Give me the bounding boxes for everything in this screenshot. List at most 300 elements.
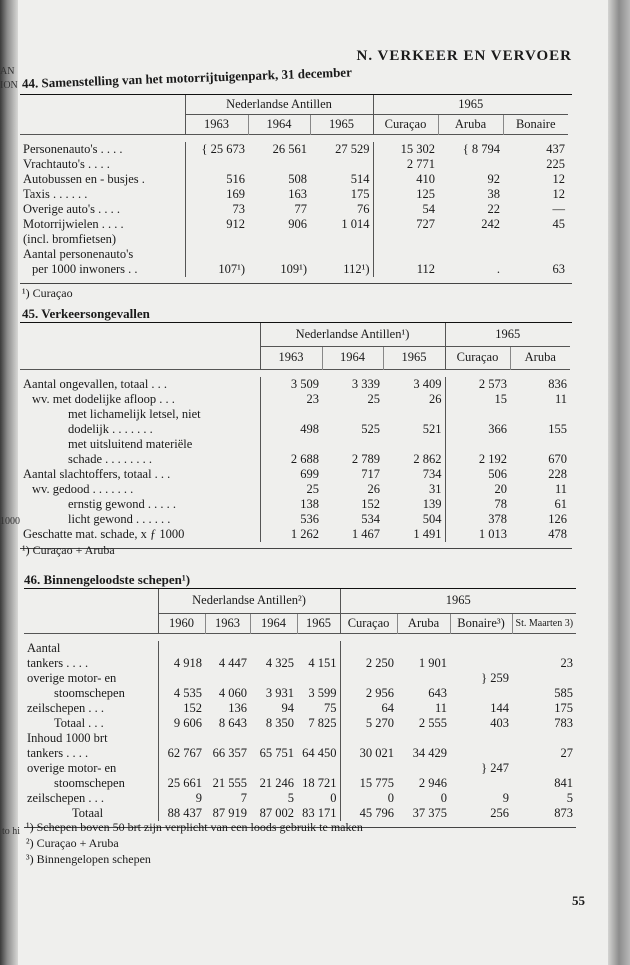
cell-value: 3 509	[260, 377, 322, 392]
margin-fragment: AN	[0, 66, 15, 77]
cell-value: 63	[552, 262, 565, 276]
cell-value: 125	[373, 187, 438, 202]
cell-value	[310, 232, 373, 247]
cell-value: 109¹)	[280, 262, 307, 276]
row-label: (incl. bromfietsen)	[23, 232, 117, 246]
cell-value	[397, 671, 450, 686]
cell-value: { 25 673	[185, 142, 248, 157]
cell-value: 21 555	[212, 776, 247, 790]
row-label: Totaal	[72, 806, 104, 820]
cell-value: 64 450	[302, 746, 337, 760]
cell-value: } 259	[481, 671, 510, 685]
cell-value: 403	[490, 716, 510, 730]
cell-value: 169	[185, 187, 248, 202]
cell-value: 585	[554, 686, 574, 700]
cell-value	[297, 641, 340, 656]
row-label: Inhoud 1000 brt	[27, 731, 108, 745]
cell-value	[205, 761, 250, 776]
cell-value: 1 262	[260, 527, 322, 542]
cell-value	[373, 247, 438, 262]
cell-value: 38	[487, 187, 500, 201]
cell-value: 77	[294, 202, 307, 216]
cell-value	[438, 247, 503, 262]
group-header-row	[24, 589, 576, 613]
table-row	[24, 746, 576, 761]
cell-value: 2 862	[413, 452, 442, 466]
row-label: Overige auto's . . . .	[23, 202, 121, 216]
cell-value	[438, 232, 503, 247]
data-table	[24, 589, 576, 827]
cell-value: 26 561	[272, 142, 307, 156]
cell-value	[205, 671, 250, 686]
cell-value	[512, 731, 576, 746]
cell-value: 873	[554, 806, 574, 820]
column-header: 1963	[205, 613, 250, 633]
cell-value	[383, 407, 445, 422]
cell-value	[445, 407, 510, 422]
table-44	[20, 94, 572, 284]
cell-value: 1 467	[351, 527, 380, 541]
cell-value: 1 901	[418, 656, 448, 670]
column-header: 1965	[310, 114, 373, 134]
cell-value	[510, 437, 570, 452]
cell-value: 225	[546, 157, 565, 171]
cell-value: 152	[361, 497, 380, 511]
cell-value: 228	[548, 467, 567, 481]
cell-value	[260, 407, 322, 422]
cell-value: 525	[361, 422, 380, 436]
cell-value: 20	[445, 482, 510, 497]
table-row	[20, 392, 570, 407]
cell-value	[503, 247, 568, 262]
spacer-row	[24, 633, 576, 641]
cell-value: 3 931	[265, 686, 294, 700]
header-stub	[20, 346, 260, 369]
table-row	[24, 641, 576, 656]
cell-value: 841	[554, 776, 574, 790]
table-row	[24, 656, 576, 671]
table-row	[20, 482, 570, 497]
cell-value: 9	[158, 791, 205, 806]
row-label: Taxis . . . . . .	[23, 187, 88, 201]
margin-fragment: to hi	[2, 826, 21, 837]
cell-value: 3 339	[351, 377, 380, 391]
table-row	[20, 247, 568, 262]
cell-value	[205, 641, 250, 656]
cell-value: } 247	[481, 761, 510, 775]
cell-value: 83 171	[302, 806, 337, 820]
table-row	[24, 776, 576, 791]
column-header: Curaçao	[373, 114, 438, 134]
header-stub	[20, 323, 260, 346]
cell-value: 670	[548, 452, 567, 466]
cell-value: 0	[330, 791, 337, 805]
table-row	[20, 187, 568, 202]
cell-value: —	[552, 202, 565, 216]
table-row	[20, 512, 570, 527]
cell-value: 30 021	[340, 746, 397, 761]
cell-value: 783	[554, 716, 574, 730]
column-header: Aruba	[397, 613, 450, 633]
cell-value	[373, 232, 438, 247]
cell-value: 516	[185, 172, 248, 187]
cell-value	[510, 407, 570, 422]
cell-value: 9	[502, 791, 510, 805]
cell-value: 54	[373, 202, 438, 217]
cell-value	[445, 437, 510, 452]
cell-value	[383, 437, 445, 452]
cell-value: 136	[228, 701, 247, 715]
book-gutter	[0, 0, 21, 965]
table-row	[20, 142, 568, 157]
margin-fragment: 1000	[0, 516, 20, 527]
table-46-footnote-1: ¹) Schepen boven 50 brt zijn verplicht van een loods gebruik te maken	[26, 820, 363, 834]
column-header: 1965	[297, 613, 340, 633]
cell-value: 45 796	[340, 806, 397, 821]
table-row	[24, 716, 576, 731]
column-header: Bonaire	[503, 114, 568, 134]
table-45	[20, 322, 572, 549]
table-row	[20, 172, 568, 187]
cell-value: 256	[490, 806, 510, 820]
cell-value: 12	[552, 172, 565, 186]
cell-value	[397, 761, 450, 776]
cell-value	[340, 641, 397, 656]
cell-value	[512, 761, 576, 776]
cell-value: 514	[350, 172, 370, 186]
cell-value: 2 555	[418, 716, 448, 730]
cell-value: 163	[288, 187, 307, 201]
cell-value: 25 661	[158, 776, 205, 791]
table-44-footnote: ¹) Curaçao	[22, 286, 73, 300]
cell-value: 175	[350, 187, 370, 201]
column-header: Aruba	[438, 114, 503, 134]
cell-value	[297, 731, 340, 746]
header-stub	[24, 589, 158, 613]
group-header: Nederlandse Antillen²)	[158, 589, 340, 613]
table-row	[20, 422, 570, 437]
cell-value: 45	[552, 217, 565, 231]
cell-value	[397, 731, 450, 746]
cell-value: 4 151	[308, 656, 337, 670]
cell-value	[340, 671, 397, 686]
cell-value	[450, 731, 512, 746]
cell-value: 26	[367, 482, 380, 496]
cell-value: 4 535	[158, 686, 205, 701]
page-edge	[608, 0, 630, 965]
table-row	[24, 806, 576, 821]
cell-value: 2 573	[445, 377, 510, 392]
column-header: 1963	[260, 346, 322, 369]
column-header-row	[20, 346, 570, 369]
cell-value: 11	[554, 482, 567, 496]
cell-value	[512, 641, 576, 656]
cell-value	[250, 731, 297, 746]
cell-value: 734	[422, 467, 442, 481]
cell-value: 242	[481, 217, 500, 231]
column-header: 1964	[322, 346, 383, 369]
cell-value: 5	[287, 791, 294, 805]
row-label: wv. met dodelijke afloop . . .	[32, 392, 175, 406]
cell-value	[322, 407, 383, 422]
row-label: wv. gedood . . . . . . .	[32, 482, 134, 496]
cell-value	[450, 776, 512, 791]
table-row	[20, 377, 570, 392]
table-row	[20, 157, 568, 172]
cell-value	[158, 731, 205, 746]
table-row	[20, 262, 568, 277]
table-row	[20, 452, 570, 467]
cell-value: 23	[260, 392, 322, 407]
cell-value: 366	[445, 422, 510, 437]
cell-value: 5	[566, 791, 574, 805]
column-header-row	[20, 114, 568, 134]
row-label: Aantal slachtoffers, totaal . . .	[23, 467, 171, 481]
cell-value: 727	[373, 217, 438, 232]
row-label: met lichamelijk letsel, niet	[68, 407, 201, 421]
cell-value: 144	[490, 701, 510, 715]
cell-value: 478	[548, 527, 567, 541]
cell-value: 75	[324, 701, 337, 715]
cell-value: 0	[340, 791, 397, 806]
column-header: 1960	[158, 613, 205, 633]
row-label: licht gewond . . . . . .	[68, 512, 171, 526]
cell-value: 2 789	[351, 452, 380, 466]
cell-value: 92	[487, 172, 500, 186]
cell-value	[310, 247, 373, 262]
table-row	[24, 701, 576, 716]
row-label: dodelijk . . . . . . .	[68, 422, 153, 436]
cell-value	[248, 157, 310, 172]
table-row	[20, 217, 568, 232]
cell-value: 25	[260, 482, 322, 497]
cell-value: 643	[428, 686, 448, 700]
cell-value: 155	[548, 422, 567, 436]
column-header-row	[24, 613, 576, 633]
margin-fragment: ION	[0, 80, 18, 91]
table-row	[20, 467, 570, 482]
cell-value: 27 529	[335, 142, 370, 156]
cell-value: 717	[361, 467, 380, 481]
cell-value: 437	[546, 142, 565, 156]
cell-value: 107¹)	[185, 262, 248, 277]
cell-value: 2 771	[373, 157, 438, 172]
cell-value: 2 956	[340, 686, 397, 701]
table-row	[20, 232, 568, 247]
cell-value	[322, 437, 383, 452]
cell-value	[185, 157, 248, 172]
cell-value: 508	[288, 172, 307, 186]
cell-value	[512, 671, 576, 686]
table-row	[20, 527, 570, 542]
table-row	[24, 791, 576, 806]
row-label: Aantal personenauto's	[23, 247, 134, 261]
cell-value: 37 375	[412, 806, 448, 820]
column-header: 1964	[250, 613, 297, 633]
cell-value	[248, 247, 310, 262]
cell-value: 3 409	[413, 377, 442, 391]
cell-value: 4 918	[158, 656, 205, 671]
cell-value: 152	[158, 701, 205, 716]
cell-value	[450, 746, 512, 761]
cell-value: 506	[445, 467, 510, 482]
column-header: St. Maarten 3)	[512, 613, 576, 633]
cell-value	[397, 641, 450, 656]
cell-value: 62 767	[158, 746, 205, 761]
page-number: 55	[572, 893, 585, 908]
table-46-footnote-3: ³) Binnengelopen schepen	[26, 852, 151, 866]
group-header-row	[20, 323, 570, 346]
cell-value: 699	[260, 467, 322, 482]
cell-value: 8 643	[218, 716, 247, 730]
cell-value	[205, 731, 250, 746]
data-table	[20, 95, 568, 283]
row-label: per 1000 inwoners . .	[32, 262, 138, 276]
cell-value: 112	[373, 262, 438, 277]
row-label: overige motor- en	[27, 761, 117, 775]
cell-value: 4 325	[265, 656, 294, 670]
group-header: Nederlandse Antillen¹)	[260, 323, 445, 346]
cell-value: 836	[548, 377, 567, 391]
cell-value	[158, 761, 205, 776]
cell-value: 126	[548, 512, 567, 526]
cell-value: 76	[357, 202, 370, 216]
cell-value	[185, 232, 248, 247]
table-45-footnote: ¹) Curaçao + Aruba	[22, 543, 115, 557]
cell-value: 175	[554, 701, 574, 715]
header-stub	[20, 114, 185, 134]
header-stub	[20, 95, 185, 114]
cell-value: 65 751	[259, 746, 294, 760]
row-label: Aantal ongevallen, totaal . . .	[23, 377, 168, 391]
row-label: zeilschepen . . .	[27, 791, 105, 805]
spacer-row	[20, 134, 568, 142]
column-header: Curaçao	[340, 613, 397, 633]
spacer-row	[20, 277, 568, 283]
cell-value	[158, 641, 205, 656]
cell-value: 3 599	[308, 686, 337, 700]
table-46	[24, 588, 576, 828]
table-45-title: 45. Verkeersongevallen	[22, 306, 150, 321]
table-row	[20, 202, 568, 217]
cell-value: 64	[340, 701, 397, 716]
cell-value: 912	[185, 217, 248, 232]
cell-value	[250, 671, 297, 686]
table-row	[20, 437, 570, 452]
cell-value: 534	[361, 512, 380, 526]
cell-value: 15 302	[373, 142, 438, 157]
row-label: Aantal	[27, 641, 61, 655]
table-46-title: 46. Binnengeloodste schepen¹)	[24, 572, 191, 587]
cell-value	[248, 232, 310, 247]
cell-value: 7 825	[308, 716, 337, 730]
group-header: 1965	[340, 589, 576, 613]
cell-value: 22	[487, 202, 500, 216]
cell-value: .	[496, 262, 500, 276]
cell-value: 7	[240, 791, 247, 805]
cell-value	[250, 641, 297, 656]
row-label: stoomschepen	[54, 686, 125, 700]
column-header: Curaçao	[445, 346, 510, 369]
table-row	[24, 761, 576, 776]
cell-value: 139	[422, 497, 442, 511]
row-label: schade . . . . . . . .	[68, 452, 153, 466]
cell-value: 0	[440, 791, 448, 805]
cell-value: 15	[445, 392, 510, 407]
cell-value: 23	[560, 656, 574, 670]
cell-value	[310, 157, 373, 172]
row-label: zeilschepen . . .	[27, 701, 105, 715]
cell-value: 138	[260, 497, 322, 512]
cell-value: 26	[429, 392, 442, 406]
cell-value: 11	[554, 392, 567, 406]
cell-value	[340, 731, 397, 746]
group-header: Nederlandse Antillen	[185, 95, 373, 114]
cell-value: { 8 794	[462, 142, 500, 156]
cell-value: 4 447	[218, 656, 247, 670]
spacer-row	[20, 369, 570, 377]
cell-value: 4 060	[218, 686, 247, 700]
row-label: Motorrijwielen . . . .	[23, 217, 124, 231]
row-label: Vrachtauto's . . . .	[23, 157, 110, 171]
cell-value	[185, 247, 248, 262]
cell-value: 2 946	[418, 776, 448, 790]
cell-value	[250, 761, 297, 776]
cell-value: 9 606	[158, 716, 205, 731]
cell-value: 87 002	[259, 806, 294, 820]
row-label: Geschatte mat. schade, x ƒ 1000	[23, 527, 185, 541]
cell-value	[158, 671, 205, 686]
cell-value: 504	[422, 512, 442, 526]
cell-value	[297, 671, 340, 686]
table-row	[24, 671, 576, 686]
column-header: 1964	[248, 114, 310, 134]
group-header-row	[20, 95, 568, 114]
cell-value: 112¹)	[343, 262, 370, 276]
table-row	[20, 497, 570, 512]
cell-value: 5 270	[340, 716, 397, 731]
data-table	[20, 323, 570, 548]
group-header: 1965	[445, 323, 570, 346]
header-stub	[24, 613, 158, 633]
cell-value: 61	[554, 497, 567, 511]
cell-value: 2 192	[445, 452, 510, 467]
row-label: tankers . . . .	[27, 746, 89, 760]
column-header: Bonaire³)	[450, 613, 512, 633]
cell-value: 1 491	[413, 527, 442, 541]
cell-value	[450, 686, 512, 701]
group-header: 1965	[373, 95, 568, 114]
cell-value: 34 429	[412, 746, 448, 760]
cell-value: 31	[429, 482, 442, 496]
cell-value: 78	[445, 497, 510, 512]
cell-value: 498	[260, 422, 322, 437]
cell-value: 73	[185, 202, 248, 217]
column-header: 1965	[383, 346, 445, 369]
cell-value: 15 775	[340, 776, 397, 791]
cell-value: 8 350	[265, 716, 294, 730]
cell-value: 94	[281, 701, 294, 715]
cell-value: 88 437	[158, 806, 205, 821]
row-label: Autobussen en - busjes .	[23, 172, 145, 186]
row-label: Personenauto's . . . .	[23, 142, 123, 156]
cell-value: 1 013	[445, 527, 510, 542]
cell-value: 2 250	[340, 656, 397, 671]
cell-value: 2 688	[260, 452, 322, 467]
table-row	[20, 407, 570, 422]
table-row	[24, 686, 576, 701]
cell-value: 25	[367, 392, 380, 406]
